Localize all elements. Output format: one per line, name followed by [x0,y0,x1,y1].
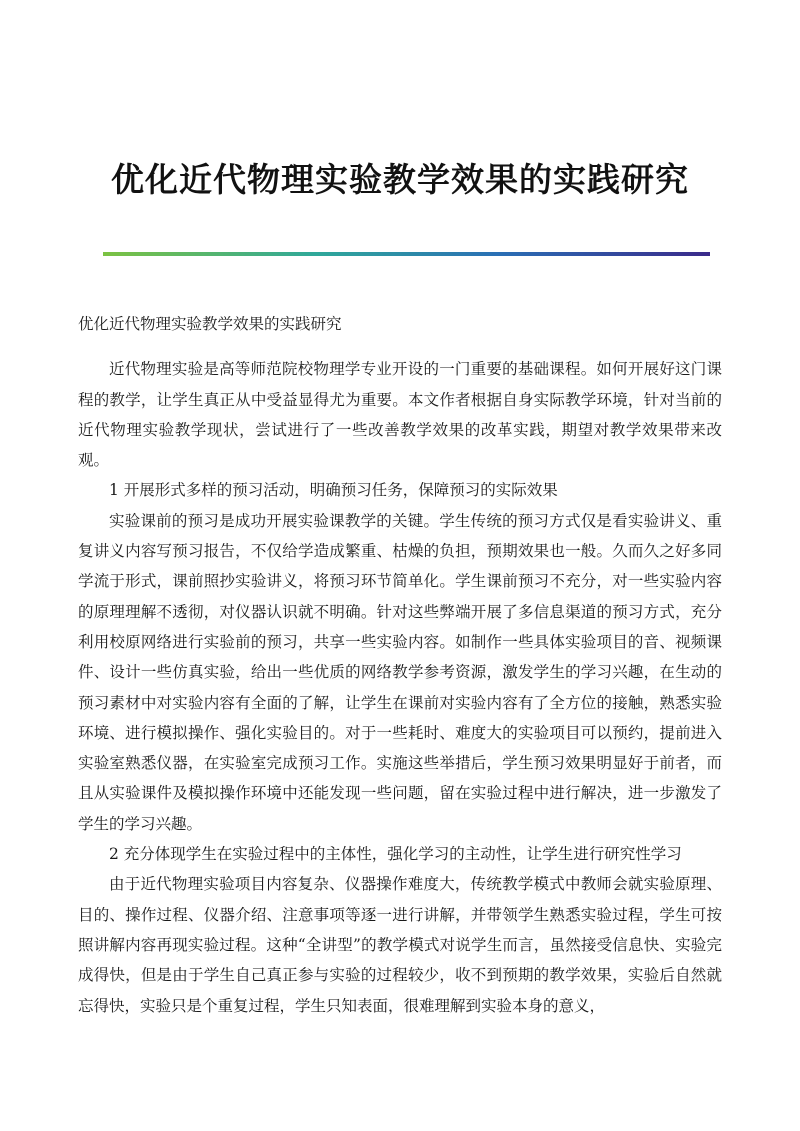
paragraph-section-1: 实验课前的预习是成功开展实验课教学的关键。学生传统的预习方式仅是看实验讲义、重复讲义内容写预习报告，不仅给学造成繁重、枯燥的负担，预期效果也一般。久而久之好多同学流于形式，课前照抄实验讲义，将预习环节简单化。学生课前预习不充分，对一些实验内容的原理理解不透彻，对仪器认识就不明确。针对这些弊端开展了多信息渠道的预习方式，充分利用校原网络进行实验前的预习，共享一些实验内容。如制作一些具体实验项目的音、视频课件、设计一些仿真实验，给出一些优质的网络教学参考资源，激发学生的学习兴趣，在生动的预习素材中对实验内容有全面的了解，让学生在课前对实验内容有了全方位的接触，熟悉实验环境、进行模拟操作、强化实验目的。对于一些耗时、难度大的实验项目可以预约，提前进入实验室熟悉仪器，在实验室完成预习工作。实施这些举措后，学生预习效果明显好于前者，而且从实验课件及模拟操作环境中还能发现一些问题，留在实验过程中进行解决，进一步激发了学生的学习兴趣。 [78,511,722,833]
section-heading-2: 2 充分体现学生在实验过程中的主体性，强化学习的主动性，让学生进行研究性学习 [109,845,682,864]
title-divider [103,252,710,256]
paragraph-section-2: 由于近代物理实验项目内容复杂、仪器操作难度大，传统教学模式中教师会就实验原理、目的、操作过程、仪器介绍、注意事项等逐一进行讲解，并带领学生熟悉实验过程，学生可按照讲解内容再现实验过程。这种“全讲型”的教学模式对说学生而言，虽然接受信息快、实验完成得快，但是由于学生自己真正参与实验的过程较少，收不到预期的教学效果，实验后自然就忘得快，实验只是个重复过程，学生只知表面，很难理解到实验本身的意义， [78,875,722,1015]
article-subtitle: 优化近代物理实验教学效果的实践研究 [78,315,342,333]
document-body [78,309,722,1021]
document-title: 优化近代物理实验教学效果的实践研究 [111,160,689,199]
paragraph-intro: 近代物理实验是高等师范院校物理学专业开设的一门重要的基础课程。如何开展好这门课程的教学，让学生真正从中受益显得尤为重要。本文作者根据自身实际教学环境，针对当前的近代物理实验教学现状，尝试进行了一些改善教学效果的改革实践，期望对教学效果带来改观。 [78,360,722,470]
section-heading-1: 1 开展形式多样的预习活动，明确预习任务，保障预习的实际效果 [109,481,558,500]
